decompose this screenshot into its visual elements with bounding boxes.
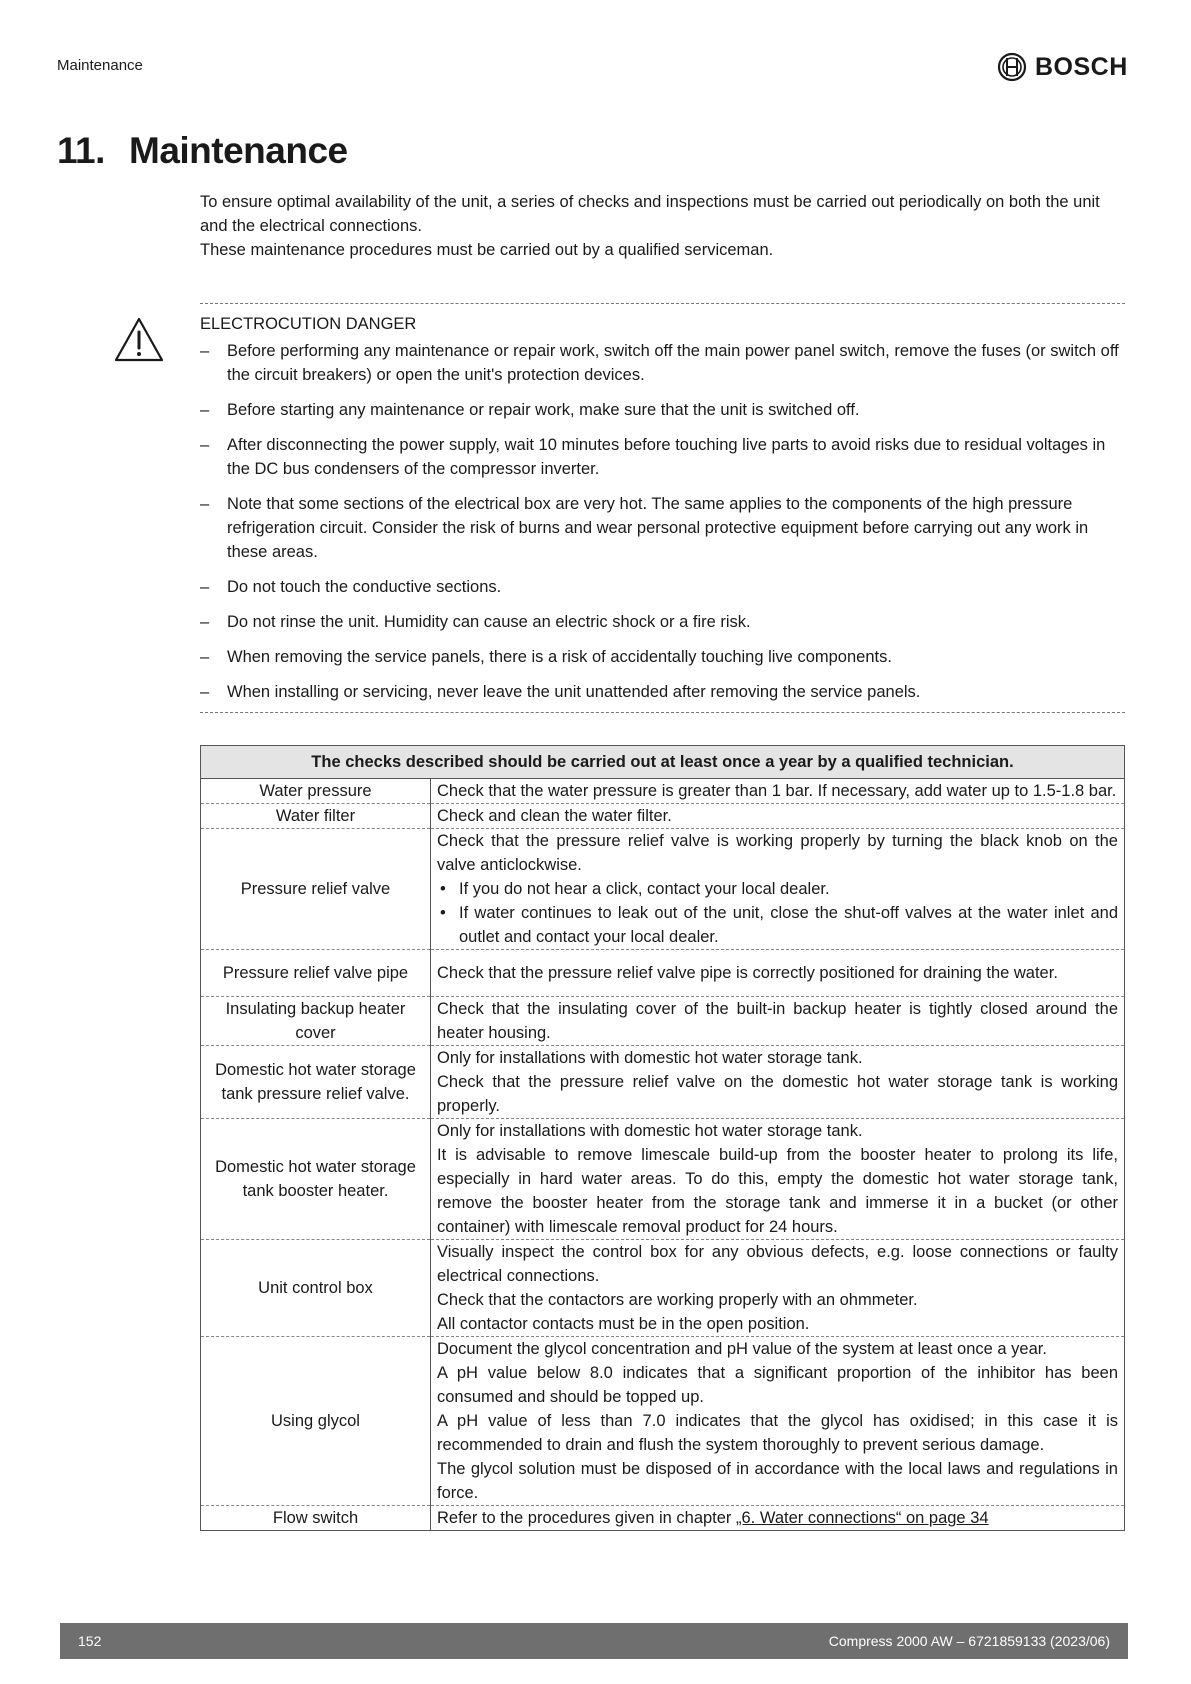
table-row [201, 829, 1125, 950]
danger-item: – Before performing any maintenance or repair work, switch off the main power panel switch, remove the fuses (or switch off the circuit breakers) or open the unit's protection devices. [200, 342, 1119, 384]
check-label: Insulating backup heater cover [201, 997, 431, 1046]
bosch-logo [997, 52, 1128, 82]
check-description: Document the glycol concentration and pH value of the system at least once a year. A pH value below 8.0 indicates that a significant proportion of the inhibitor has been consumed and should be topped up. A pH value of less than 7.0 indicates that the glycol has oxidised; in this case it is recommended to drain and flush the system thoroughly to prevent serious damage. The glycol solution must be disposed of in accordance with the local laws and regulations in force. [431, 1337, 1125, 1506]
danger-item: – After disconnecting the power supply, wait 10 minutes before touching live parts to avoid risks due to residual voltages in the DC bus condensers of the compressor inverter. [200, 436, 1106, 478]
electrocution-danger-notice [200, 303, 1125, 713]
document-reference: Compress 2000 AW – 6721859133 (2023/06) [828, 1633, 1110, 1649]
table-row [201, 1119, 1125, 1240]
chapter-link[interactable]: „6. Water connections“ on page 34 [736, 1509, 989, 1527]
check-description: Check that the pressure relief valve is working properly by turning the black knob on the valve anticlockwise. • If you do not hear a click, contact your local dealer. • If water continues to leak out of the unit, close the shut-off valves at the water inlet and outlet and contact your local dealer. [431, 829, 1125, 950]
warning-triangle-icon [113, 316, 165, 364]
check-description: Refer to the procedures given in chapter „6. Water connections“ on page 34 [431, 1506, 1125, 1531]
chapter-title: Maintenance [129, 130, 348, 171]
check-label: Using glycol [201, 1337, 431, 1506]
danger-item: – When installing or servicing, never leave the unit unattended after removing the service panels. [200, 683, 921, 701]
bullet-item: • If water continues to leak out of the unit, close the shut-off valves at the water inlet and outlet and contact your local dealer. [440, 904, 1118, 946]
check-description: Check that the insulating cover of the built-in backup heater is tightly closed around the heater housing. [431, 997, 1125, 1046]
check-label: Pressure relief valve [201, 829, 431, 950]
check-description: Check and clean the water filter. [431, 804, 1125, 829]
table-row [201, 1506, 1125, 1531]
table-row [201, 779, 1125, 804]
chapter-number: 11. [57, 130, 105, 171]
check-label: Water filter [201, 804, 431, 829]
check-description: Only for installations with domestic hot water storage tank. It is advisable to remove limescale build-up from the booster heater to prolong its life, especially in hard water areas. To do this, empty the domestic hot water storage tank, remove the booster heater from the storage tank and immerse it in a bucket (or other container) with limescale removal product for 24 hours. [431, 1119, 1125, 1240]
page-number: 152 [78, 1633, 102, 1649]
danger-item: – Do not rinse the unit. Humidity can cause an electric shock or a fire risk. [200, 613, 751, 631]
danger-item: – Note that some sections of the electrical box are very hot. The same applies to the components of the high pressure refrigeration circuit. Consider the risk of burns and wear personal protective equipment before carrying out any work in these areas. [200, 495, 1089, 561]
table-row [201, 804, 1125, 829]
check-description: Check that the water pressure is greater than 1 bar. If necessary, add water up to 1.5-1.8 bar. [431, 779, 1125, 804]
table-row [201, 1337, 1125, 1506]
check-label: Unit control box [201, 1240, 431, 1337]
check-label: Flow switch [201, 1506, 431, 1531]
intro-line-2: These maintenance procedures must be carried out by a qualified serviceman. [200, 241, 774, 259]
check-label: Domestic hot water storage tank pressure relief valve. [201, 1046, 431, 1119]
table-row [201, 997, 1125, 1046]
danger-title: ELECTROCUTION DANGER [200, 315, 417, 333]
danger-list [200, 339, 1125, 704]
bosch-armature-icon [997, 52, 1027, 82]
intro-text [200, 190, 1130, 262]
check-label: Pressure relief valve pipe [201, 950, 431, 997]
check-description: Only for installations with domestic hot water storage tank. Check that the pressure relief valve on the domestic hot water storage tank is working properly. [431, 1046, 1125, 1119]
danger-item: – Before starting any maintenance or repair work, make sure that the unit is switched off. [200, 401, 860, 419]
table-row [201, 1046, 1125, 1119]
danger-item: – Do not touch the conductive sections. [200, 578, 502, 596]
running-header-section: Maintenance [57, 57, 143, 74]
check-description: Visually inspect the control box for any obvious defects, e.g. loose connections or faulty electrical connections. Check that the contactors are working properly with an ohmmeter. All contactor contacts must be in the open position. [431, 1240, 1125, 1337]
brand-name: BOSCH [1035, 52, 1128, 81]
table-header: The checks described should be carried out at least once a year by a qualified technician. [201, 746, 1125, 779]
page-title [57, 130, 348, 172]
table-row [201, 1240, 1125, 1337]
danger-item: – When removing the service panels, there is a risk of accidentally touching live components. [200, 648, 892, 666]
check-label: Water pressure [201, 779, 431, 804]
check-label: Domestic hot water storage tank booster heater. [201, 1119, 431, 1240]
page-footer [60, 1623, 1128, 1659]
maintenance-checks-table [200, 745, 1125, 1531]
table-row [201, 950, 1125, 997]
intro-line-1: To ensure optimal availability of the unit, a series of checks and inspections must be carried out periodically on both the unit and the electrical connections. [200, 193, 1100, 235]
bullet-item: • If you do not hear a click, contact your local dealer. [440, 880, 830, 898]
check-description: Check that the pressure relief valve pipe is correctly positioned for draining the water. [431, 950, 1125, 997]
